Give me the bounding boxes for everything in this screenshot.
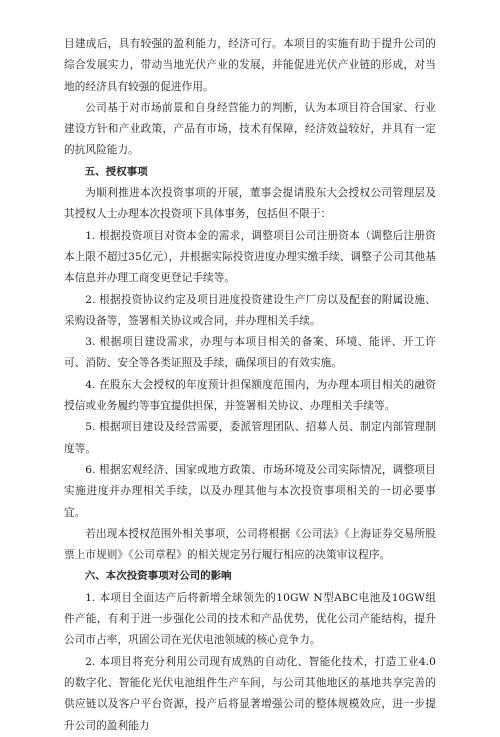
paragraph-continuation: 目建成后，具有较强的盈利能力，经济可行。本项目的实施有助于提升公司的综合发展实力，带动当地光伏产业的发展，并能促进光伏产业链的形成，对当地的经济具有较强的促进作用。 xyxy=(64,38,436,93)
paragraph-market-judgment: 公司基于对市场前景和自身经营能力的判断，认为本项目符合国家、行业建设方针和产业政策，产品有市场，技术有保障，经济效益较好，并具有一定的抗风险能力。 xyxy=(64,101,436,157)
authorization-item-1: 1. 根据投资项目对资本金的需求，调整项目公司注册资本（调整后注册资本上限不超过35亿元），并根据实际投资进度办理实缴手续、调整子公司其他基本信息并办理工商变更登记手续等。 xyxy=(64,229,436,285)
document-page xyxy=(64,34,436,737)
authorization-intro: 为顺利推进本次投资事项的开展，董事会提请股东大会授权公司管理层及其授权人士办理本次投资项下具体事务，包括但不限于： xyxy=(64,187,436,221)
section-heading-authorization: 五、授权事项 xyxy=(84,165,148,178)
authorization-item-6: 6. 根据宏观经济、国家或地方政策、市场环境及公司实际情况，调整项目实施进度并办理相关手续，以及办理其他与本次投资事项相关的一切必要事宜。 xyxy=(64,463,436,519)
authorization-item-4: 4. 在股东大会授权的年度预计担保额度范围内，为办理本项目相关的融资授信或业务履约等事宜提供担保，并签署相关协议、办理相关手续等。 xyxy=(64,378,436,413)
impact-item-1: 1. 本项目全面达产后将新增全球领先的10GW N型ABC电池及10GW组件产能，有利于进一步强化公司的技术和产品优势，优化公司产能结构，提升公司市占率，巩固公司在光伏电池领域的核心竞争力。 xyxy=(64,591,436,647)
authorization-item-3: 3. 根据项目建设需求，办理与本项目相关的备案、环境、能评、开工许可、消防、安全等各类证照及手续，确保项目的有效实施。 xyxy=(64,336,436,370)
authorization-closing: 若出现本授权范围外相关事项，公司将根据《公司法》《上海证券交易所股票上市规则》《公司章程》的相关规定另行履行相应的决策审议程序。 xyxy=(64,527,436,562)
impact-item-2: 2. 本项目将充分利用公司现有成熟的自动化、智能化技术，打造工业4.0的数字化、智能化光伏电池组件生产车间，与公司其他地区的基地共享完善的供应链以及客户平台资源，投产后将显著增强公司的整体规模效应，进一步提升公司的盈利能力 xyxy=(64,655,436,732)
authorization-item-2: 2. 根据投资协议约定及项目进度投资建设生产厂房以及配套的附属设施、采购设备等，签署相关协议或合同，并办理相关手续。 xyxy=(64,293,436,327)
authorization-item-5: 5. 根据项目建设及经营需要，委派管理团队、招募人员、制定内部管理制度等。 xyxy=(64,421,436,455)
section-heading-impact: 六、本次投资事项对公司的影响 xyxy=(84,570,232,583)
